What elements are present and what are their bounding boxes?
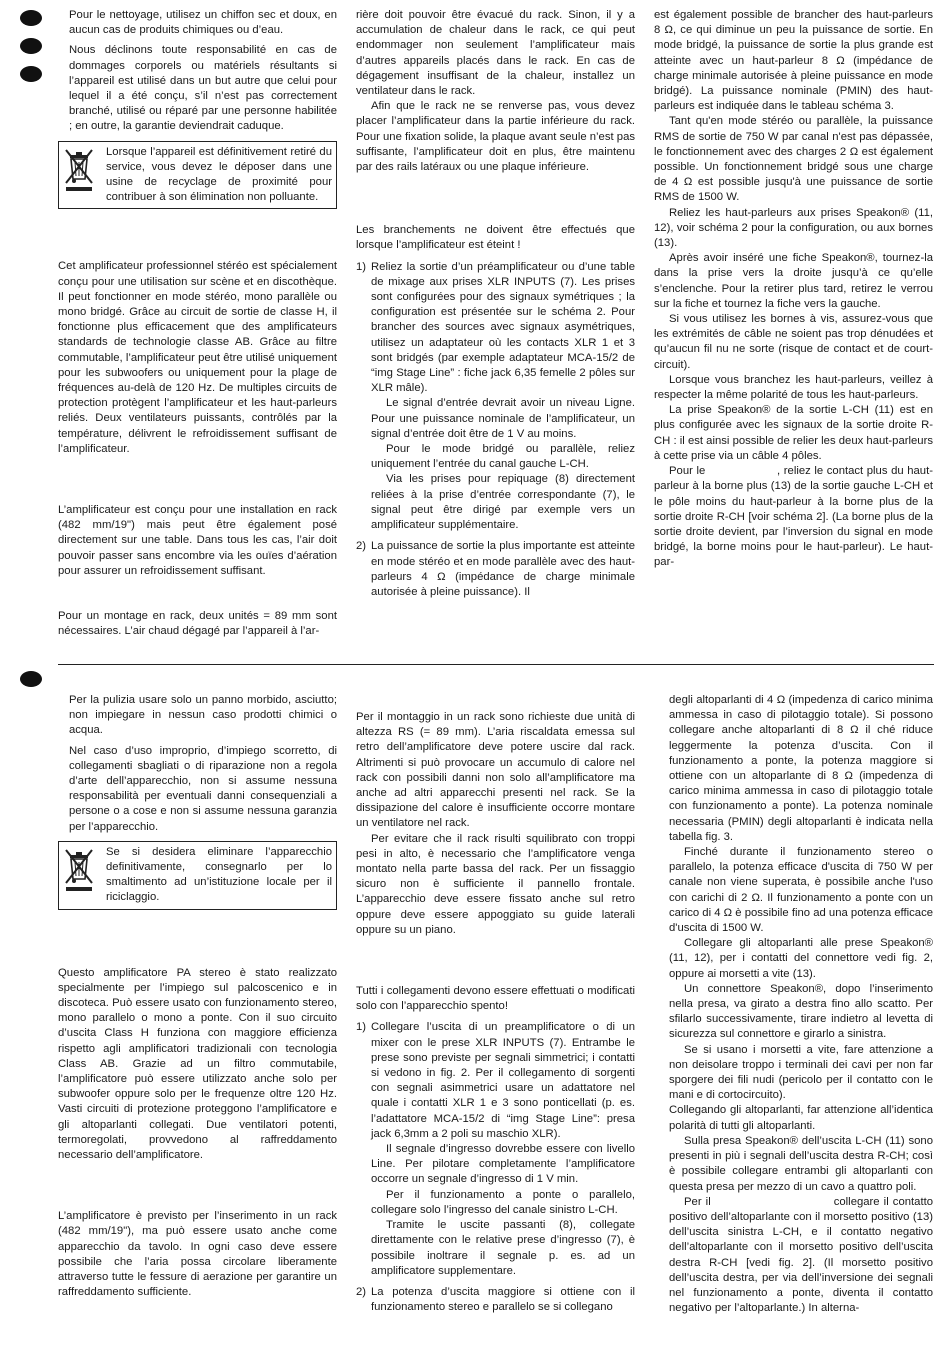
it-list-item-2 [356, 1285, 635, 1315]
fr-speakon-insert-text: Après avoir inséré une fiche Speakon®, tournez-la dans la prise vers la droite jusqu’à ce qu’elle s’enclenche. Pour la retirer plus tard, retirez le verrou sur la fiche et tournez la fiche vers la gauche. [654, 252, 933, 310]
fr-list-2-para-a: La puissance de sortie la plus importante est atteinte en mode stéréo et en mode parallèle avec des haut-parleurs 4 Ω (impédance de charge minimale autorisée à pleine puissance). Il [371, 540, 635, 598]
language-marker-dot-1 [20, 10, 42, 26]
it-rack-text: Per il montaggio in un rack sono richieste due unità di altezza RS (= 89 mm). L’aria riscaldata emessa sul retro dell’amplificatore deve potere uscire dal rack. Altrimenti si può provocare un accumulo di calore nel rack con possibili danni non solo all’amplificatore ma anche ad altri apparecchi presenti nel rack. Se la dissipazione del calore è insufficiente occorre montare un ventilatore nel rack. [356, 711, 635, 830]
it-terminals-text: Se si usano i morsetti a vite, fare attenzione a non deisolare troppo i terminali dei cavi per non far sporgere dei fili nudi (pericolo per il contatto con le mani e di cortocircuito). [669, 1043, 933, 1102]
language-marker-dot-2 [20, 38, 42, 54]
section-divider [58, 664, 934, 665]
fr-list-number-1: 1) [356, 260, 367, 273]
it-cleaning-text: Per la pulizia usare solo un panno morbido, asciutto; non impiegare in nessun caso prodotti chimici o acqua. [69, 694, 337, 737]
it-column-1 [58, 693, 337, 1301]
it-rack-mount-text: Per evitare che il rack risulti squilibrato con troppi pesi in alto, è necessario che l’amplificatore venga montato nella parte bassa del rack. Per un fissaggio sicuro non è sufficiente il pannello frontale. L’apparecchio deve essere fissato anche sul retro oppure deve essere appoggiato su guide laterali oppure su un piano. [356, 832, 635, 936]
fr-column-1 [58, 8, 337, 640]
it-list-number-2: 2) [356, 1285, 367, 1298]
fr-liability-text: Nous déclinons toute responsabilité en cas de dommages corporels ou matériels résultants si l’appareil est utilisé dans un but autre que celui pour lequel il a été conçu, s’il n’est pas correctement branché, utilisé ou réparé par une personne habilitée ; en outre, la garantie deviendrait caduque. [69, 44, 337, 133]
it-polarity-text: Collegando gli altoparlanti, far attenzione all’identica polarità di tutti gli altoparlanti. [669, 1104, 933, 1132]
fr-installation-text: L’amplificateur est conçu pour une installation en rack (482 mm/19") mais peut être également posé directement sur une table. Dans tous les cas, l’air doit pouvoir passer sans encombre via les ouïes d’aération pour assurer un refroidissement suffisant. [58, 504, 337, 577]
it-liability-text: Nel caso d’uso improprio, d’impiego scorretto, di collegamenti sbagliati o di riparazione non a regola d’arte dell’apparecchio, non si assume nessuna responsabilità per eventuali danni consequenziali a persone o a cose e non si assume nessuna garanzia per l’apparecchio. [69, 744, 337, 833]
it-list-1-para-c: Per il funzionamento a ponte o parallelo, collegare solo l’ingresso del canale sinistro L-CH. [371, 1188, 635, 1216]
fr-applications-text: Cet amplificateur professionnel stéréo est spécialement conçu pour une utilisation sur scène et en discothèque. Il peut fonctionner en mode stéréo, mono parallèle ou mono bridgé. Grâce au circuit de sortie de classe H, il fonctionne plus efficacement que des amplificateurs standards de technologie classe AB. Grâce au filtre commutable, l’amplificateur peut être utilisé uniquement pour les subwoofers ou uniquement pour la plage de fréquences au-delà de 120 Hz. De multiples circuits de protection protègent l’amplificateur et les haut-parleurs reliés. Deux ventilateurs puissants, contrôlés par la température, délivrent le refroidissement suffisant de l’amplificateur. [58, 260, 337, 455]
fr-lch-text: La prise Speakon® de la sortie L-CH (11) est en plus configurée avec les signaux de la sortie droite R-CH : il est ainsi possible de relier les deux haut-parleurs à cette prise via un câble 4 pôles. [654, 404, 933, 462]
language-marker-dot-4 [20, 671, 42, 687]
it-weee-text: Se si desidera eliminare l’apparecchio definitivamente, consegnarlo per lo smaltimento ad un’istituzione locale per il riciclaggio. [106, 845, 332, 904]
it-speaker-impedance-text: degli altoparlanti di 4 Ω (impedenza di carico minima ammessa in caso di pilotaggio totale). Si possono collegare anche altoparlanti di 8 Ω il ché riduce leggermente la potenza d’uscita. Con il funzionamento a ponte, la potenza maggiore si ottiene con un altoparlante di 8 Ω (impedenza di carico minima ammessa in caso di pilotaggio totale con funzionamento a ponte). La potenza nominale necessaria (PMIN) degli altoparlanti è indicata nella tabella fig. 3. [669, 694, 933, 843]
it-lch-text: Sulla presa Speakon® dell’uscita L-CH (11) sono presenti in più i segnali dell’uscita destra R-CH; così è possibile collegare entrambi gli altoparlanti con questa presa per mezzo di un cavo a quattro poli. [669, 1134, 933, 1193]
it-list-1-para-b: Il segnale d’ingresso dovrebbe essere con livello Line. Per pilotare completamente l’amplificatore occorre un segnale d’ingresso di 1 V min. [371, 1143, 635, 1186]
fr-connections-intro: Les branchements ne doivent être effectués que lorsque l’amplificateur est éteint ! [356, 224, 635, 252]
fr-column-2 [356, 8, 635, 600]
it-weee-notice [58, 841, 337, 910]
fr-speaker-impedance-text: est également possible de brancher des haut-parleurs 8 Ω, ce qui diminue un peu la puissance de sortie. En mode bridgé, la puissance de sortie la plus grande est atteinte avec un haut-parleur 8 Ω (impédance de charge minimale autorisée à pleine puissance en mode bridgé). La puissance nominale (PMIN) des haut-parleurs est indiquée dans le tableau schéma 3. [654, 9, 933, 113]
fr-bridge-text: Pour le , reliez le contact plus du haut-parleur à la borne plus (13) de la sortie gauche L-CH et le pôle moins du haut-parleur à la borne plus de la sortie droite R-CH [voir schéma 2]. (La borne plus de la sortie droite devient, par l’inversion du signal en mode bridgé, la borne moins pour le haut-parleur). Le haut-par- [654, 465, 937, 569]
it-speakon-text: Collegare gli altoparlanti alle prese Speakon® (11, 12), per i contatti del connettore vedi fig. 2, oppure ai morsetti a vite (13). [669, 937, 933, 980]
it-installation-text: L’amplificatore è previsto per l’inserimento in un rack (482 mm/19"), ma può essere usato anche come apparecchio da tavolo. In ogni caso deve essere possibile che l’aria possa circolare liberamente attraverso tutte le fessure di aerazione per garantire un raffreddamento sufficiente. [58, 1210, 337, 1299]
fr-list-1-para-d: Via les prises pour repiquage (8) directement reliées à la prise d’entrée correspondante (7), le signal peut être dirigé par exemple vers un amplificateur supplémentaire. [371, 473, 635, 532]
fr-list-1-para-a: Reliez la sortie d’un préamplificateur ou d’une table de mixage aux prises XLR INPUTS (7). Les prises sont configurées pour des signaux symétriques ; la configuration est présentée sur le schéma 2. Pour brancher des sources avec signaux asymétriques, utilisez un adaptateur où les contacts XLR 1 et 3 sont bridgés (par exemple adaptateur MCA-15/2 de “img Stage Line” : fiche jack 6,35 femelle 2 pôles sur XLR mâle). [371, 260, 635, 395]
it-list-number-1: 1) [356, 1021, 367, 1034]
fr-list-item-2 [356, 539, 635, 600]
it-applications-text: Questo amplificatore PA stereo è stato realizzato specialmente per l’impiego sul palcoscenico e in discoteca. Può essere usato con funzionamento stereo, mono parallelo o mono a ponte. Con il suo circuito d’uscita Class H funziona con maggiore efficienza rispetto agli amplificatori tradizionali con tecnologia Class AB. Grazie ad un filtro commutabile, l’amplificatore può essere utilizzato anche solo per subwoofer oppure solo per le frequenze oltre 120 Hz. Vasti circuiti di protezione proteggono l’amplificatore e gli altoparlanti collegati. Due ventilatori potenti, termoregolati, provvedono al raffreddamento necessario dell’amplificatore. [58, 966, 337, 1162]
it-speakon-insert-text: Un connettore Speakon®, dopo l’inserimento nella presa, va girato a destra fino allo scatto. Per sfilarlo successivamente, tirare indietro al levetta di sicurezza sul connettore e girarlo a sinistra. [669, 982, 933, 1041]
fr-rack-text: Pour un montage en rack, deux unités = 89 mm sont nécessaires. L’air chaud dégagé par l’appareil à l’ar- [58, 610, 337, 638]
fr-weee-notice [58, 141, 337, 210]
fr-rms-text: Tant qu'en mode stéréo ou parallèle, la puissance RMS de sortie de 750 W par canal n'est pas dépassée, le fonctionnement avec des charges 2 Ω est également possible. Un fonctionnement bridgé sous une charge de 4 Ω est possible jusqu'à une puissance de sortie RMS de 1500 W. [654, 115, 933, 204]
fr-speakon-text: Reliez les haut-parleurs aux prises Speakon® (11, 12), voir schéma 2 pour la configuration, ou aux bornes (13). [654, 206, 933, 250]
it-connections-intro: Tutti i collegamenti devono essere effettuati o modificati solo con l’apparecchio spento! [356, 985, 635, 1013]
fr-rack-mount-text: Afin que le rack ne se renverse pas, vous devez placer l’amplificateur dans la partie inférieure du rack. Pour une fixation solide, la plaque avant seule n’est pas suffisante, l’amplificateur doit en plus, être maintenu par des rails latéraux ou une plaque inférieure. [356, 100, 635, 174]
fr-list-1-para-c: Pour le mode bridgé ou parallèle, reliez uniquement l’entrée du canal gauche L-CH. [371, 443, 635, 471]
fr-terminals-text: Si vous utilisez les bornes à vis, assurez-vous que les extrémités de câble ne soient pas trop dénudées et qu’aucun fil nu ne sorte (risque de contact et de court-circuit). [654, 313, 933, 371]
it-rms-text: Finché durante il funzionamento stereo o parallelo, la potenza efficace d'uscita di 750 W per canale non viene superata, è possibile anche l'uso con carichi di 2 Ω. Il funzionamento a ponte con un carico di 4 Ω è possibile fino ad una potenza efficace d'uscita di 1500 W. [669, 846, 933, 935]
fr-list-number-2: 2) [356, 540, 367, 553]
fr-rack-cont-text: rière doit pouvoir être évacué du rack. Sinon, il y a accumulation de chaleur dans le rack, ce qui peut endommager non seulement l’amplificateur mais d’autres appareils placés dans le rack. En cas de dégagement insuffisant de la chaleur, installez un ventilateur dans le rack. [356, 9, 635, 98]
fr-polarity-text: Lorsque vous branchez les haut-parleurs, veillez à respecter la même polarité de tous les haut-parleurs. [654, 373, 933, 402]
language-marker-dot-3 [20, 66, 42, 82]
fr-weee-text: Lorsque l’appareil est définitivement retiré du service, vous devez le déposer dans une usine de recyclage de proximité pour contribuer à son élimination non polluante. [106, 145, 332, 204]
crossed-out-bin-icon [62, 847, 98, 898]
it-list-item-1 [356, 1020, 635, 1278]
it-list-1-para-d: Tramite le uscite passanti (8), collegate direttamente con le relative prese d’ingresso (7), è possibile inoltrare il segnale p. es. ad un amplificatore supplementare. [371, 1219, 635, 1277]
it-column-2 [356, 710, 635, 1315]
fr-list-item-1 [356, 260, 635, 534]
fr-list-1-para-b: Le signal d’entrée devrait avoir un niveau Ligne. Pour une puissance nominale de l’amplificateur, un signal d’entrée doit être de 1 V au moins. [371, 397, 635, 440]
it-bridge-text: Per il collegare il contatto positivo dell’altoparlante con il morsetto positivo (13) dell’uscita sinistra L-CH, e il contatto negativo dell’altoparlante con il morsetto positivo dell’uscita destra R-CH [vedi fig. 2]. (Il morsetto positivo dell’uscita destra, per via dell’inversione dei segnali nel funzionamento a ponte, diventa il contatto negativo per l’altoparlante.) In alterna- [669, 1195, 937, 1315]
fr-cleaning-text: Pour le nettoyage, utilisez un chiffon sec et doux, en aucun cas de produits chimiques ou d’eau. [69, 9, 337, 37]
crossed-out-bin-icon [62, 147, 98, 198]
it-column-3 [669, 693, 937, 1316]
it-list-2-para-a: La potenza d’uscita maggiore si ottiene con il funzionamento stereo e parallelo se si collegano [371, 1285, 635, 1314]
fr-column-3 [654, 8, 937, 571]
it-list-1-para-a: Collegare l’uscita di un preamplificatore o di un mixer con le prese XLR INPUTS (7). Entrambe le prese sono previste per segnali simmetrici; i contatti si vedono in fig. 2. Per il collegamento di sorgenti con segnali asimmetrici usare un adattatore nel quale i contatti XLR 1 e 3 sono ponticellati (p. es. l’adattatore MCA-15/2 di “img Stage Line”: presa jack 6,3mm a 2 poli su maschio XLR). [371, 1021, 635, 1140]
